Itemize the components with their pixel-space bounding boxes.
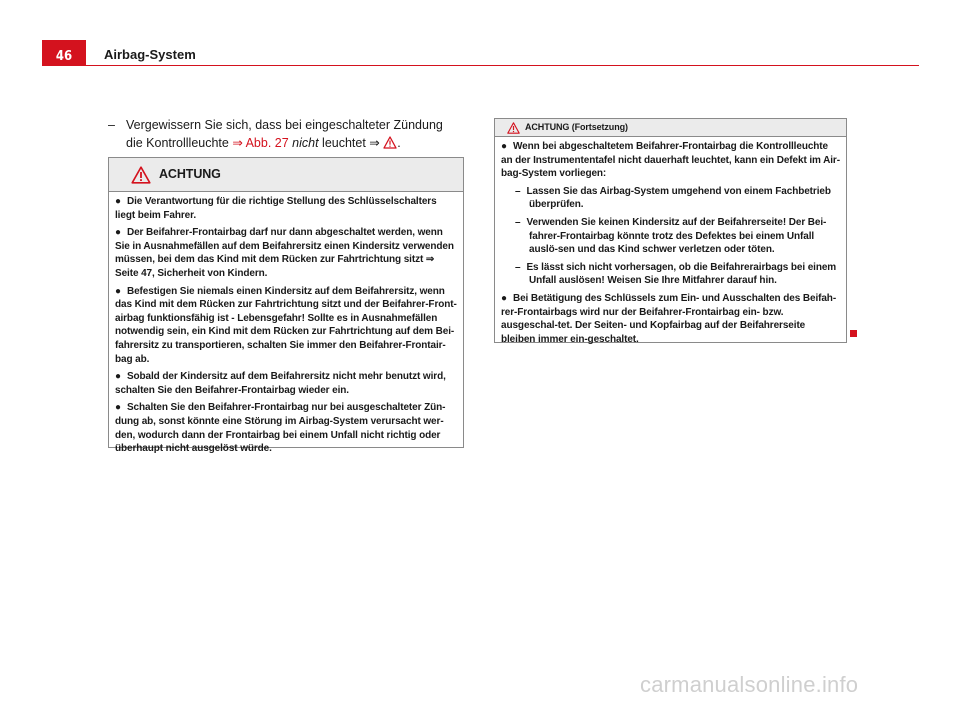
warning-box-header [495,119,846,137]
warning-continuation-box [494,118,847,343]
page-number-badge [42,40,86,66]
warning-bullet-item [115,226,457,280]
warning-bullet-text: Wenn bei abgeschaltetem Beifahrer-Frontairbag die Kontrollleuchte an der Instrumententafel nicht dauerhaft leuchtet, kann ein Defekt im Air-bag-System vorliegen: [501,141,840,180]
warning-heading: ACHTUNG (Fortsetzung) [525,121,628,132]
warning-sub-text: Es lässt sich nicht vorhersagen, ob die Beifahrerairbags bei einem Unfall auslösen! Weisen Sie Ihre Mitfahrer darauf hin. [526,261,837,287]
warning-bullet-item [115,401,457,455]
sub-dash: – [515,185,521,197]
warning-triangle-icon [131,166,151,184]
warning-bullet-text: Der Beifahrer-Frontairbag darf nur dann abgeschaltet werden, wenn Sie in Ausnahmefällen auf dem Beifahrersitz einen Kindersitz verwenden müssen, bei dem das Kind mit dem Rücken zur Fahrtrichtung sitzt ⇒ Seite 47, Sicherheit von Kindern. [115,227,454,279]
warning-heading: ACHTUNG [159,166,221,181]
bullet-marker: ● [501,141,507,152]
site-watermark: carmanualsonline.info [640,672,859,697]
warning-sub-text: Lassen Sie das Airbag-System umgehend von einem Fachbetrieb überprüfen. [526,185,831,211]
warning-bullet-item [501,140,840,181]
warning-bullet-text: Befestigen Sie niemals einen Kindersitz auf dem Beifahrersitz, wenn das Kind mit dem Rücken zur Fahrtrichtung sitzt und der Beifahrer-Front-airbag funktionsfähig ist - Lebensgefahr! Sollte es in Ausnahmefällen notwendig sein, ein Kind mit dem Rücken zur Fahrtrichtung auf dem Bei-fahrersitz zu transportieren, schalten Sie immer den Beifahrer-Frontair-bag ab. [115,285,457,365]
bullet-marker: ● [115,402,121,414]
intro-emphasis: nicht [292,136,319,150]
warning-box-body [495,137,846,354]
warning-bullet-text: Die Verantwortung für die richtige Stellung des Schlüsselschalters liegt beim Fahrer. [115,196,437,221]
bullet-marker: ● [115,196,121,207]
warning-bullet-item [115,285,457,367]
bullet-marker: ● [115,227,121,239]
bullet-marker: ● [115,371,121,383]
warning-triangle-icon [507,122,520,134]
sub-dash: – [515,216,521,228]
warning-bullet-item [115,195,457,222]
warning-bullet-text: Bei Betätigung des Schlüssels zum Ein- und Ausschalten des Beifah-rer-Frontairbags wird nur der Beifahrer-Frontairbag ein- bzw. ausgeschal-tet. Der Seiten- und Kopfairbag auf der Beifahrerseite bleiben immer ein-geschaltet. [501,292,837,345]
bullet-marker: ● [501,292,507,304]
intro-text-part: leuchtet ⇒ [318,136,384,150]
intro-text-part: Vergewissern Sie sich, dass bei eingeschalteter Zündung die Kontrollleuchte [126,118,443,150]
intro-text-part: . [397,136,401,150]
intro-dash: – [108,118,115,132]
chapter-title: Airbag-System [104,47,196,62]
warning-sub-item [515,185,840,212]
warning-bullet-item [115,370,457,397]
figure-reference-link[interactable]: ⇒ Abb. 27 [232,136,289,150]
intro-paragraph [108,116,460,152]
warning-box-body [109,192,463,464]
warning-bullet-item [501,292,840,346]
warning-triangle-icon[interactable] [383,136,397,149]
sub-dash: – [515,261,521,273]
intro-text [126,116,460,152]
warning-bullet-text: Schalten Sie den Beifahrer-Frontairbag nur bei ausgeschalteter Zün-dung ab, sonst könnte eine Störung im Airbag-System verursacht wer-den, wodurch dann der Frontairbag bei einem Unfall nicht richtig oder überhaupt nicht ausgelöst würde. [115,402,446,455]
bullet-marker: ● [115,285,121,297]
section-end-square-icon [850,330,857,337]
warning-sub-item [515,261,840,288]
warning-box [108,157,464,455]
page-number: 46 [55,49,73,64]
warning-bullet-text: Sobald der Kindersitz auf dem Beifahrersitz nicht mehr benutzt wird, schalten Sie den Beifahrer-Frontairbag wieder ein. [115,371,446,396]
warning-sub-text: Verwenden Sie keinen Kindersitz auf der Beifahrerseite! Der Bei-fahrer-Frontairbag könnte trotz des Defektes bei einem Unfall auslö-sen und das Kind schwer verletzen oder töten. [526,216,827,256]
warning-sub-item [515,216,840,257]
header-divider [86,65,919,66]
warning-box-header [109,158,463,192]
